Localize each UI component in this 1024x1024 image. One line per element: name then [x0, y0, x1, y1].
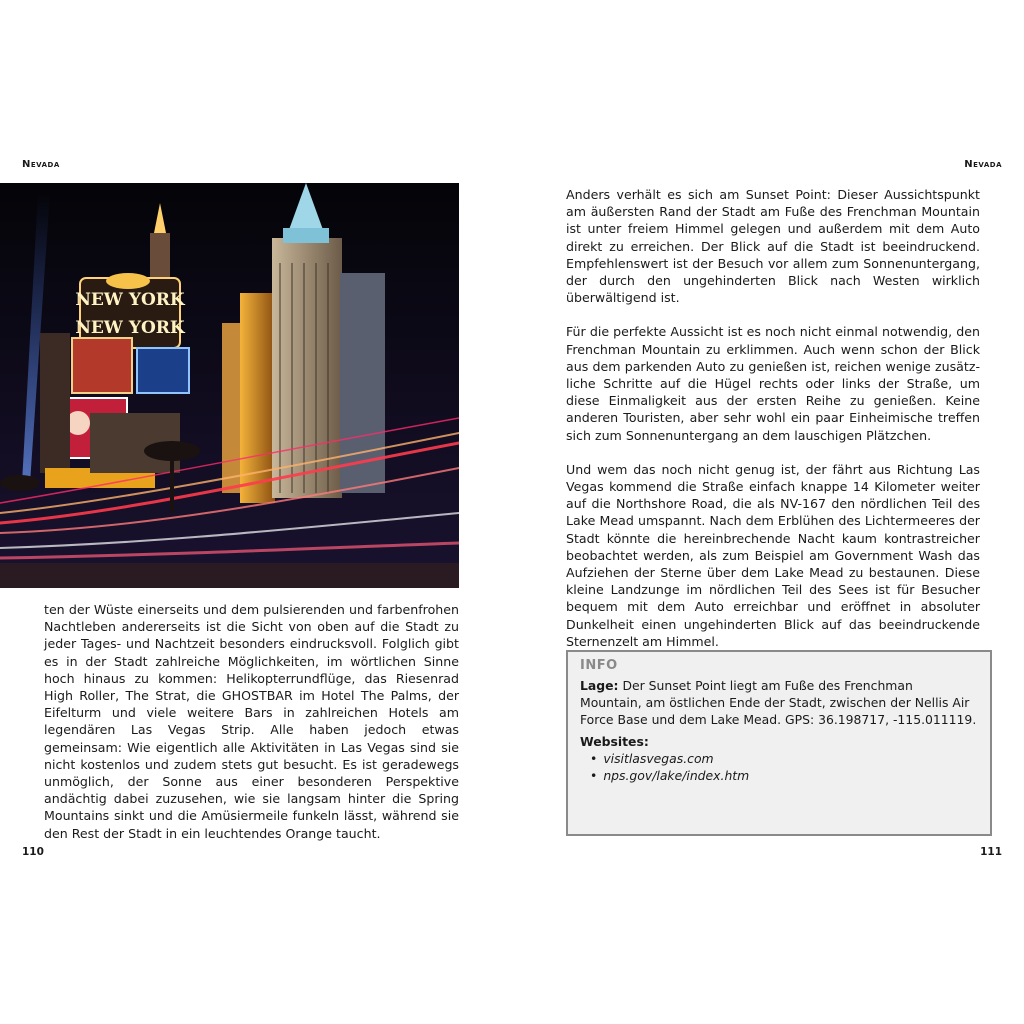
running-header-left: Nevada — [22, 159, 60, 170]
sign-text-1: NEW YORK — [75, 290, 185, 310]
right-paragraph-3: Und wem das noch nicht genug ist, der fährt aus Richtung Las Vegas kommend die Straße einfach knappe 14 Kilometer weiter auf die Northshore Road, die als NV-167 den nördlichen Teil des Lake Mead umspannt. Nach dem Erblühen des Lichtermeeres der Stadt könnte die hereinbrechende Nacht kaum kontrastreicher beobachtet werden, als zum Beispiel am Government Wash das Aufziehen der Sterne über dem Lake Mead zu bestaunen. Diese kleine Landzunge im nördlichen Teil des Sees ist für Besucher bequem mit dem Auto erreichbar und eröffnet in absoluter Dunkelheit einen ungehinderten Blick auf das beeindruckende Sternenzelt am Himmel. — [566, 461, 980, 649]
page-number-left: 110 — [22, 846, 44, 858]
sign-text-2: NEW YORK — [75, 318, 185, 338]
las-vegas-strip-photo — [0, 183, 459, 588]
info-location — [580, 677, 978, 728]
right-text-column — [566, 186, 980, 667]
right-paragraph-1: Anders verhält es sich am Sunset Point: Dieser Aussichtspunkt am äußersten Rand der Stadt am Fuße des Frenchman Mountain ist unter freiem Himmel gelegen und außerdem mit dem Auto direkt zu erreichen. Der Blick auf die Stadt ist beeindruckend. Empfehlenswert ist der Besuch vor allem zum Sonnenuntergang, der durch den ungehinderten Blick nach Westen wirklich überwältigend ist. — [566, 187, 980, 306]
running-header-right: Nevada — [964, 159, 1002, 170]
info-websites-label: Websites: — [580, 734, 649, 749]
info-location-text: Der Sunset Point liegt am Fuße des Frenchman Mountain, am östlichen Ende der Stadt, zwischen der Nellis Air Force Base und dem Lake Mead. GPS: 36.198717, -115.011119. — [580, 678, 977, 727]
website-link-visitlasvegas[interactable]: • visitlasvegas.com — [590, 750, 978, 767]
right-page — [512, 0, 1024, 1024]
right-paragraph-2: Für die perfekte Aussicht ist es noch nicht einmal notwendig, den Frenchman Mountain zu erklimmen. Auch wenn schon der Blick aus dem parkenden Auto zu genießen ist, reichen wenige zusätzliche Schritte auf die Hügel rechts oder links der Straße, um diese Einmaligkeit aus der ersten Reihe zu genießen. Keine anderen Touristen, aber sehr wohl ein paar Einheimische treffen sich zum Sonnenuntergang an dem lauschigen Plätzchen. — [566, 324, 980, 443]
website-link-nps-lake[interactable]: • nps.gov/lake/index.htm — [590, 767, 978, 784]
page-number-right: 111 — [980, 846, 1002, 858]
info-box — [566, 650, 992, 836]
info-location-label: Lage: — [580, 678, 619, 693]
left-body-paragraph: ten der Wüste einerseits und dem pulsierenden und farbenfrohen Nachtleben andererseits ist die Sicht von oben auf die Stadt zu jeder Tages- und Nachtzeit besonders eindrucksvoll. Folglich gibt es in der Stadt zahlreiche Möglichkeiten, im wörtlichen Sinne hoch hinaus zu kommen: Helikopterrundflüge, das Riesenrad High Roller, The Strat, die GHOSTBAR im Hotel The Palms, der Eifelturm und viele weitere Bars in zahlreichen Hotels am legendären Las Vegas Strip. Alle haben jedoch etwas gemeinsam: Wie eigentlich alle Aktivitäten in Las Vegas sind sie nicht kostenlos und zudem stets gut besucht. Es ist geradewegs unmöglich, der Sonne aus einer besonderen Perspektive andächtig dabei zuzusehen, wie sie langsam hinter die Spring Mountains sinkt und die Amüsiermeile funkeln lässt, während sie den Rest der Stadt in ein leuchtendes Orange taucht. — [44, 602, 459, 841]
info-title: INFO — [580, 658, 618, 673]
info-websites-list — [580, 750, 978, 784]
night-skyline-illustration — [0, 183, 459, 588]
